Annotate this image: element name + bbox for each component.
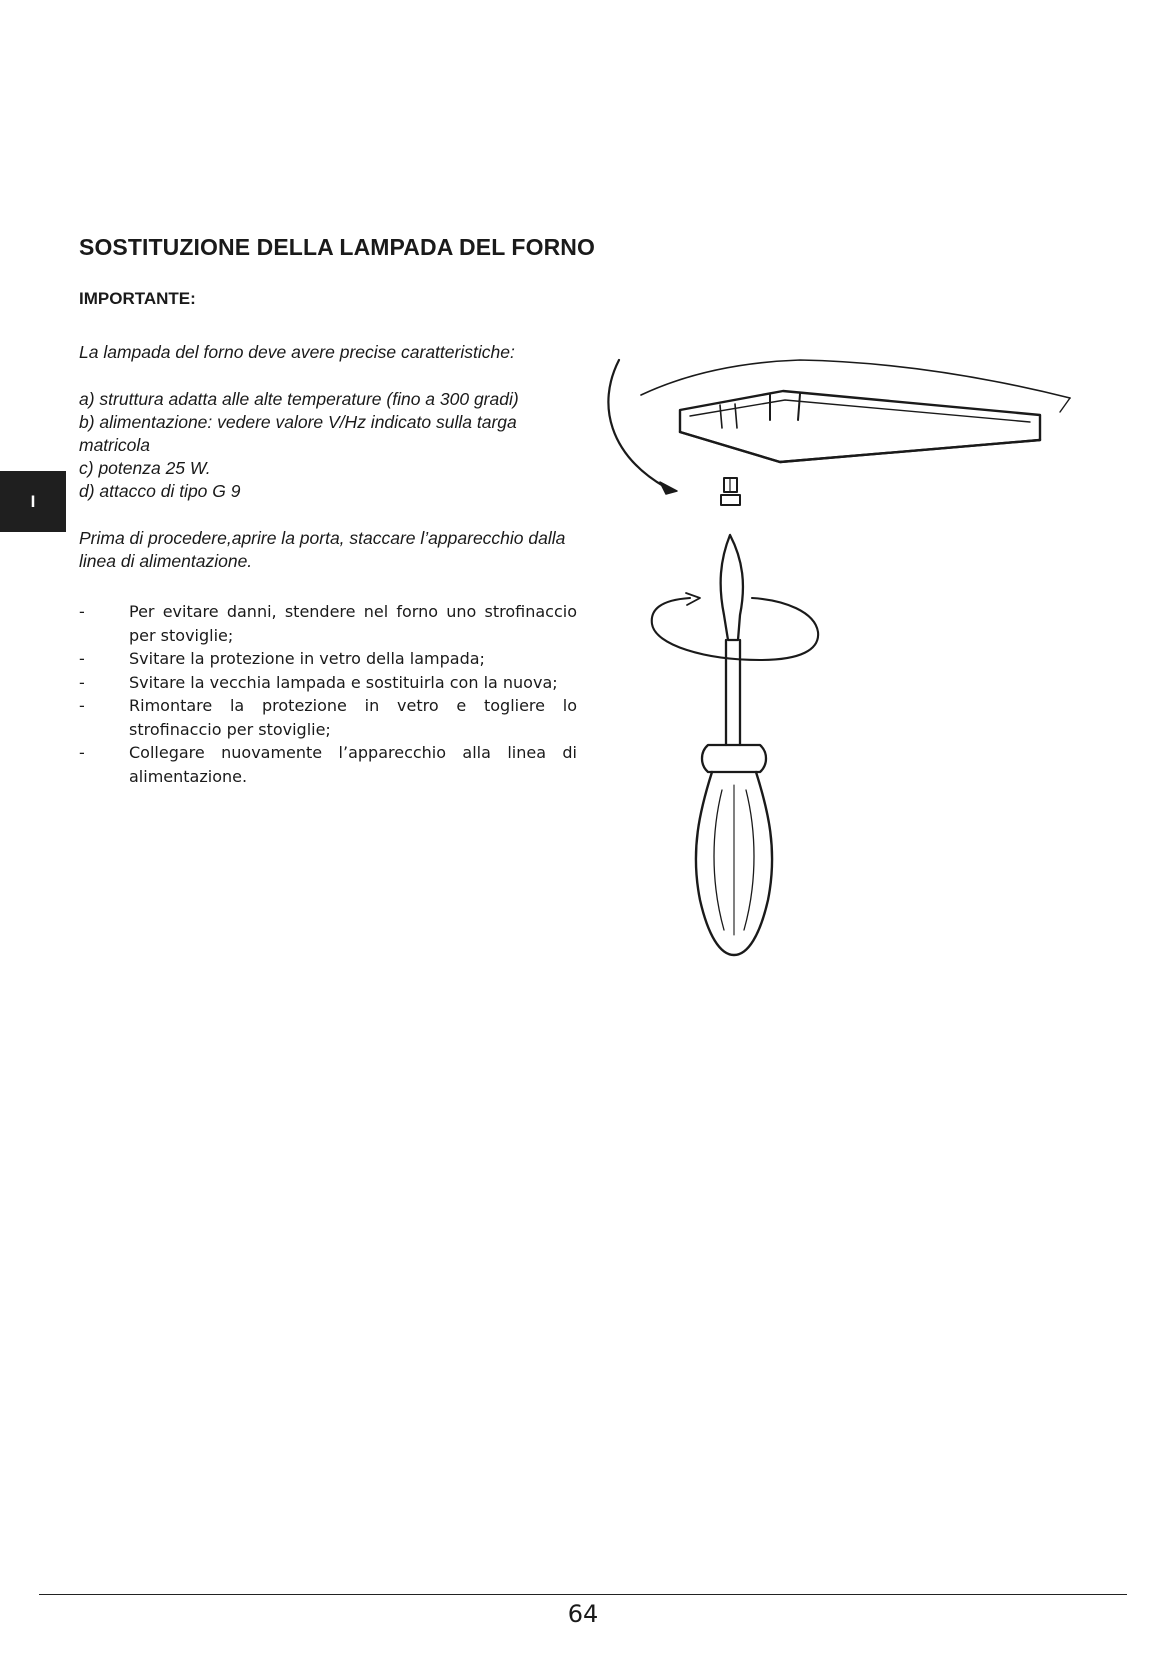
list-item-text: Svitare la vecchia lampada e sostituirla con la nuova; [129, 672, 558, 692]
page-title: SOSTITUZIONE DELLA LAMPADA DEL FORNO [79, 234, 595, 260]
section-subtitle: IMPORTANTE: [79, 289, 196, 308]
list-item-text: Svitare la protezione in vetro della lampada; [129, 649, 485, 668]
list-item [79, 741, 577, 788]
warning-text: Prima di procedere,aprire la porta, staccare l’apparecchio dalla linea di alimentazione. [79, 528, 566, 571]
steps-list [79, 600, 577, 788]
list-marker: - [79, 696, 85, 715]
spec-line: d) attacco di tipo G 9 [79, 481, 241, 501]
spec-line: c) potenza 25 W. [79, 458, 211, 478]
footer-divider [39, 1594, 1127, 1595]
list-marker: - [79, 602, 85, 621]
list-marker: - [79, 743, 85, 762]
language-tab-label: I [30, 491, 36, 511]
list-item [79, 671, 577, 695]
language-tab [0, 471, 66, 532]
list-item-text: Rimontare la protezione in vetro e togliere lo strofinaccio per stoviglie; [129, 696, 577, 739]
list-item [79, 647, 577, 671]
screwdriver-lamp-cover-icon [600, 340, 1080, 960]
list-marker: - [79, 649, 85, 668]
spec-line: b) alimentazione: vedere valore V/Hz indicato sulla targa matricola [79, 412, 517, 455]
list-item [79, 694, 577, 741]
list-item-text: Collegare nuovamente l’apparecchio alla linea di alimentazione. [129, 743, 577, 786]
page-number: 64 [567, 1600, 599, 1628]
intro-text: La lampada del forno deve avere precise caratteristiche: [79, 342, 515, 362]
spec-line: a) struttura adatta alle alte temperature (fino a 300 gradi) [79, 389, 519, 409]
list-item-text: Per evitare danni, stendere nel forno uno strofinaccio per stoviglie; [129, 602, 577, 645]
list-marker: - [79, 672, 85, 692]
lamp-specs [79, 388, 579, 503]
list-item [79, 600, 577, 647]
